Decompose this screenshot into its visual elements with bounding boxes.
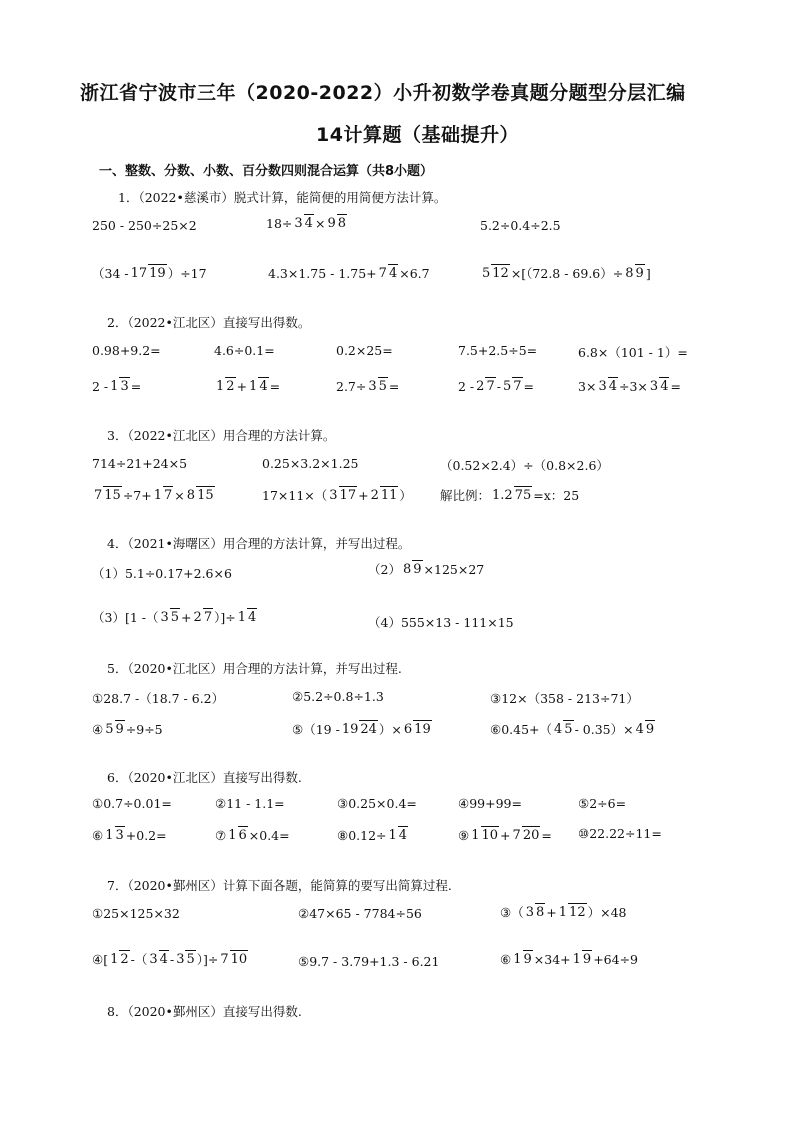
expr-text: （34 - xyxy=(92,266,129,281)
expr-text: 0.2×25= xyxy=(336,343,393,358)
question-4: 4．（2021•海曙区）用合理的方法计算，并写出过程。 xyxy=(107,536,411,551)
expr-text: ②47×65 - 7784÷56 xyxy=(298,906,422,921)
denominator: 9 xyxy=(413,562,422,577)
expr-text: ③0.25×0.4= xyxy=(337,796,417,811)
expr-text: ①28.7 -（18.7 - 6.2） xyxy=(92,691,225,706)
expr-6-6 xyxy=(92,826,167,844)
expr-text: ⑦ xyxy=(215,827,227,843)
expr-7-6 xyxy=(500,950,638,968)
denominator: 5 xyxy=(186,952,195,967)
expr-2-4 xyxy=(458,343,537,358)
expr-2-5 xyxy=(578,343,688,361)
expr-7-2 xyxy=(298,906,422,921)
expr-text: ②11 - 1.1= xyxy=(215,796,285,811)
numerator: 1 xyxy=(513,952,522,967)
expr-3-1 xyxy=(92,456,187,471)
fraction xyxy=(512,950,533,968)
numerator: 1 xyxy=(388,828,397,843)
expr-3-2 xyxy=(262,456,359,471)
numerator: 3 xyxy=(598,379,607,394)
expr-text: ⑥ xyxy=(500,951,512,967)
denominator: 4 xyxy=(304,216,313,231)
numerator: 1 xyxy=(249,379,258,394)
question-6: 6．（2020•江北区）直接写出得数. xyxy=(107,770,302,785)
expr-text: ）]÷ xyxy=(196,952,219,967)
expr-5-5 xyxy=(292,720,433,738)
expr-text: × xyxy=(314,215,326,231)
expr-text: ）÷17 xyxy=(167,266,207,281)
numerator: 1 xyxy=(153,488,163,503)
expr-text: 7.5+2.5÷5= xyxy=(458,343,538,358)
expr-2-1 xyxy=(92,343,161,358)
fraction xyxy=(558,903,587,921)
numerator: 3 xyxy=(176,952,185,967)
numerator: 3 xyxy=(149,952,158,967)
expr-text: （1）5.1÷0.17+2.6×6 xyxy=(92,566,232,581)
fraction xyxy=(470,826,499,844)
expr-text: +64÷9 xyxy=(593,951,639,967)
expr-text: + xyxy=(181,609,192,625)
expr-text: ①0.7÷0.01= xyxy=(92,796,172,811)
numerator: 19 xyxy=(341,722,359,737)
expr-7-3 xyxy=(500,903,626,921)
expr-text: = xyxy=(670,378,681,394)
expr-1-1 xyxy=(92,218,197,233)
fraction xyxy=(248,377,269,395)
denominator: 9 xyxy=(645,722,655,737)
numerator: 3 xyxy=(368,379,377,394)
expr-6-4 xyxy=(458,796,522,811)
expr-text: ÷3× xyxy=(619,378,648,394)
numerator: 7 xyxy=(378,266,387,281)
expr-text: ×[（72.8 - 69.6）÷ xyxy=(510,266,624,281)
denominator: 15 xyxy=(197,488,214,503)
expr-1-3 xyxy=(480,218,561,233)
numerator: 8 xyxy=(402,562,412,577)
numerator: 3 xyxy=(329,488,338,503)
question-8: 8．（2020•鄞州区）直接写出得数. xyxy=(107,1004,302,1019)
expr-2-7 xyxy=(214,377,280,395)
section-heading: 一、整数、分数、小数、百分数四则混合运算（共8小题） xyxy=(99,164,434,179)
fraction xyxy=(219,950,248,968)
expr-text: ⑥0.45+（ xyxy=(490,722,553,737)
numerator: 3 xyxy=(294,216,303,231)
expr-text: ×125×27 xyxy=(423,561,485,577)
expr-text: ⑧0.12÷ xyxy=(337,827,387,843)
expr-4-4 xyxy=(368,613,514,631)
fraction xyxy=(148,950,169,968)
expr-text: = xyxy=(541,827,552,843)
expr-2-6 xyxy=(92,377,141,395)
expr-7-1 xyxy=(92,906,180,921)
expr-text: 0.25×3.2×1.25 xyxy=(262,456,359,471)
expr-7-4 xyxy=(92,950,249,968)
denominator: 4 xyxy=(398,828,408,843)
expr-text: = xyxy=(269,378,281,394)
expr-text: 18÷ xyxy=(266,215,293,231)
denominator: 12 xyxy=(569,905,586,920)
expr-5-2 xyxy=(292,689,384,704)
expr-2-10 xyxy=(578,377,681,395)
expr-text: ） xyxy=(399,488,412,503)
denominator: 10 xyxy=(230,952,248,967)
fraction xyxy=(104,720,125,738)
expr-text: ⑤2÷6= xyxy=(578,796,627,811)
fraction xyxy=(481,264,510,282)
numerator: 8 xyxy=(625,266,634,281)
question-2: 2．（2022•江北区）直接写出得数。 xyxy=(107,315,311,330)
expr-text: + xyxy=(358,487,369,503)
numerator: 3 xyxy=(649,379,659,394)
denominator: 20 xyxy=(522,828,540,843)
denominator: 5 xyxy=(564,722,573,737)
expr-3-5 xyxy=(262,486,412,504)
expr-6-7 xyxy=(215,826,290,844)
expr-text: 0.98+9.2= xyxy=(92,343,161,358)
denominator: 9 xyxy=(115,722,124,737)
expr-text: 714÷21+24×5 xyxy=(92,456,188,471)
expr-6-5 xyxy=(578,796,626,811)
numerator: 1 xyxy=(471,828,480,843)
expr-text: ）]÷ xyxy=(214,610,236,625)
expr-text: 5.2÷0.4÷2.5 xyxy=(480,218,561,233)
denominator: 9 xyxy=(523,952,532,967)
expr-text: + xyxy=(236,378,248,394)
fraction xyxy=(403,720,432,738)
expr-text: ④ xyxy=(92,721,104,737)
denominator: 24 xyxy=(360,722,377,737)
fraction xyxy=(328,486,357,504)
denominator: 3 xyxy=(120,379,129,394)
numerator: 2 xyxy=(370,488,379,503)
expr-text: +0.2= xyxy=(125,827,167,843)
denominator: 7 xyxy=(486,379,495,394)
numerator: 4 xyxy=(635,722,644,737)
fraction xyxy=(502,377,523,395)
fraction xyxy=(227,826,248,844)
expr-6-2 xyxy=(215,796,285,811)
numerator: 1 xyxy=(105,828,114,843)
fraction xyxy=(130,264,167,282)
denominator: 11 xyxy=(380,488,398,503)
fraction xyxy=(635,720,656,738)
fraction xyxy=(159,608,180,626)
expr-5-6 xyxy=(490,720,656,738)
fraction xyxy=(186,486,215,504)
expr-text: -（ xyxy=(130,952,148,967)
denominator: 5 xyxy=(378,379,387,394)
denominator: 10 xyxy=(481,828,499,843)
expr-3-3 xyxy=(440,456,609,474)
expr-5-4 xyxy=(92,720,163,738)
numerator: 17 xyxy=(130,266,148,281)
denominator: 5 xyxy=(170,610,180,625)
numerator: 3 xyxy=(160,610,169,625)
denominator: 7 xyxy=(203,610,213,625)
denominator: 4 xyxy=(388,266,398,281)
fraction xyxy=(553,720,574,738)
numerator: 1 xyxy=(237,610,246,625)
fraction xyxy=(624,264,645,282)
numerator: 1.2 xyxy=(492,488,513,503)
expr-text: 3× xyxy=(578,378,597,394)
denominator: 9 xyxy=(582,952,592,967)
expr-text: + xyxy=(500,827,511,843)
question-1: 1．（2022•慈溪市）脱式计算，能简便的用简便方法计算。 xyxy=(118,190,447,205)
question-5: 5．（2020•江北区）用合理的方法计算，并写出过程. xyxy=(107,661,402,676)
expr-text: ③12×（358 - 213÷71） xyxy=(490,691,639,706)
expr-text: 2 - xyxy=(458,378,475,394)
denominator: 15 xyxy=(104,488,121,503)
expr-text: 2.7÷ xyxy=(336,378,367,394)
fraction xyxy=(525,903,546,921)
fraction xyxy=(370,486,399,504)
expr-text: - 0.35）× xyxy=(574,722,634,737)
fraction xyxy=(388,826,409,844)
fraction xyxy=(237,608,258,626)
expr-text: ①25×125×32 xyxy=(92,906,180,921)
expr-7-5 xyxy=(298,954,439,969)
fraction xyxy=(93,486,122,504)
denominator: 2 xyxy=(120,952,129,967)
expr-3-4 xyxy=(92,486,216,504)
expr-text: 6.8×（101 - 1）= xyxy=(578,345,688,360)
numerator: 2 xyxy=(193,610,202,625)
fraction xyxy=(109,377,130,395)
expr-text: ⑩22.22÷11= xyxy=(578,826,662,841)
expr-text: （4）555×13 - 111×15 xyxy=(368,615,514,630)
denominator: 75 xyxy=(514,488,532,503)
numerator: 5 xyxy=(502,379,512,394)
expr-text: 2 - xyxy=(92,378,109,394)
denominator: 4 xyxy=(247,610,257,625)
expr-6-10 xyxy=(578,826,662,841)
expr-1-2 xyxy=(266,214,348,232)
expr-text: ×6.7 xyxy=(399,265,430,281)
question-3: 3．（2022•江北区）用合理的方法计算。 xyxy=(107,428,336,443)
expr-text: ④99+99= xyxy=(458,796,522,811)
fraction xyxy=(326,214,347,232)
numerator: 7 xyxy=(94,488,103,503)
expr-4-2 xyxy=(368,560,484,578)
fraction xyxy=(215,377,236,395)
numerator: 9 xyxy=(327,216,336,231)
fraction xyxy=(512,826,541,844)
expr-text: - xyxy=(496,378,501,394)
numerator: 1 xyxy=(216,379,225,394)
denominator: 8 xyxy=(536,905,545,920)
fraction xyxy=(402,560,423,578)
numerator: 5 xyxy=(105,722,114,737)
expr-text: × xyxy=(174,487,185,503)
fraction xyxy=(175,950,196,968)
expr-2-9 xyxy=(458,377,534,395)
denominator: 9 xyxy=(635,266,644,281)
fraction xyxy=(193,608,214,626)
fraction xyxy=(104,826,125,844)
expr-5-1 xyxy=(92,689,224,707)
expr-3-6 xyxy=(440,486,579,504)
expr-text: 解比例： xyxy=(440,488,491,503)
expr-text: - xyxy=(169,951,175,967)
numerator: 4 xyxy=(554,722,563,737)
expr-text: ×0.4= xyxy=(248,827,290,843)
denominator: 3 xyxy=(115,828,124,843)
expr-text: 4.6÷0.1= xyxy=(214,343,275,358)
expr-text: ②5.2÷0.8÷1.3 xyxy=(292,689,384,704)
fraction xyxy=(367,377,388,395)
expr-text: ③（ xyxy=(500,905,524,920)
expr-1-5 xyxy=(268,264,430,282)
numerator: 2 xyxy=(476,379,485,394)
numerator: 1 xyxy=(110,952,119,967)
expr-1-4 xyxy=(92,264,207,282)
fraction xyxy=(572,950,593,968)
expr-text: ÷9÷5 xyxy=(125,721,163,737)
denominator: 12 xyxy=(492,266,509,281)
page-title-line1: 浙江省宁波市三年（2020-2022）小升初数学卷真题分题型分层汇编 xyxy=(80,82,686,104)
expr-6-3 xyxy=(337,796,417,811)
expr-text: ）×48 xyxy=(587,905,627,920)
expr-text: ] xyxy=(645,265,651,281)
expr-6-9 xyxy=(458,826,552,844)
numerator: 1 xyxy=(228,828,237,843)
expr-text: =x：25 xyxy=(533,488,580,503)
expr-6-1 xyxy=(92,796,172,811)
expr-text: 4.3×1.75 - 1.75+ xyxy=(268,265,377,281)
fraction xyxy=(649,377,670,395)
expr-2-8 xyxy=(336,377,399,395)
denominator: 8 xyxy=(337,216,346,231)
numerator: 5 xyxy=(482,266,491,281)
denominator: 4 xyxy=(159,952,168,967)
denominator: 4 xyxy=(608,379,617,394)
denominator: 17 xyxy=(339,488,357,503)
denominator: 19 xyxy=(414,722,431,737)
expr-6-8 xyxy=(337,826,409,844)
expr-text: （3）[1 -（ xyxy=(92,610,159,625)
expr-text: = xyxy=(388,378,400,394)
numerator: 1 xyxy=(558,905,568,920)
fraction xyxy=(491,486,532,504)
numerator: 1 xyxy=(110,379,119,394)
expr-1-6 xyxy=(480,264,651,282)
expr-text: = xyxy=(130,378,142,394)
question-7: 7．（2020•鄞州区）计算下面各题，能简算的要写出简算过程. xyxy=(107,878,452,893)
expr-text: ⑨ xyxy=(458,827,470,843)
denominator: 2 xyxy=(226,379,235,394)
denominator: 7 xyxy=(164,488,173,503)
numerator: 8 xyxy=(186,488,196,503)
numerator: 1 xyxy=(572,952,581,967)
denominator: 6 xyxy=(238,828,247,843)
fraction xyxy=(293,214,314,232)
expr-text: ⑤（19 - xyxy=(292,722,340,737)
page-title-line2: 14计算题（基础提升） xyxy=(316,124,519,146)
numerator: 6 xyxy=(403,722,413,737)
expr-text: 250 - 250÷25×2 xyxy=(92,218,197,233)
fraction xyxy=(341,720,378,738)
expr-text: + xyxy=(546,904,557,920)
denominator: 4 xyxy=(660,379,669,394)
expr-text: = xyxy=(523,378,534,394)
fraction xyxy=(597,377,618,395)
fraction xyxy=(475,377,496,395)
expr-text: （0.52×2.4）÷（0.8×2.6） xyxy=(440,458,609,473)
expr-2-3 xyxy=(336,343,393,358)
fraction xyxy=(153,486,174,504)
numerator: 7 xyxy=(220,952,229,967)
expr-4-1 xyxy=(92,564,232,582)
expr-text: ÷7+ xyxy=(122,487,152,503)
expr-text: ④[ xyxy=(92,951,109,967)
numerator: 7 xyxy=(512,828,521,843)
expr-4-3 xyxy=(92,608,258,626)
expr-text: （2） xyxy=(368,562,401,577)
expr-2-2 xyxy=(214,343,275,358)
denominator: 4 xyxy=(259,379,268,394)
expr-text: ×34+ xyxy=(533,951,571,967)
denominator: 7 xyxy=(513,379,522,394)
numerator: 3 xyxy=(525,905,534,920)
fraction xyxy=(109,950,130,968)
denominator: 19 xyxy=(149,266,166,281)
fraction xyxy=(378,264,399,282)
expr-text: ⑤9.7 - 3.79+1.3 - 6.21 xyxy=(298,954,440,969)
expr-text: 17×11×（ xyxy=(262,488,328,503)
expr-text: ）× xyxy=(378,722,402,737)
expr-5-3 xyxy=(490,689,639,707)
expr-text: ⑥ xyxy=(92,827,104,843)
